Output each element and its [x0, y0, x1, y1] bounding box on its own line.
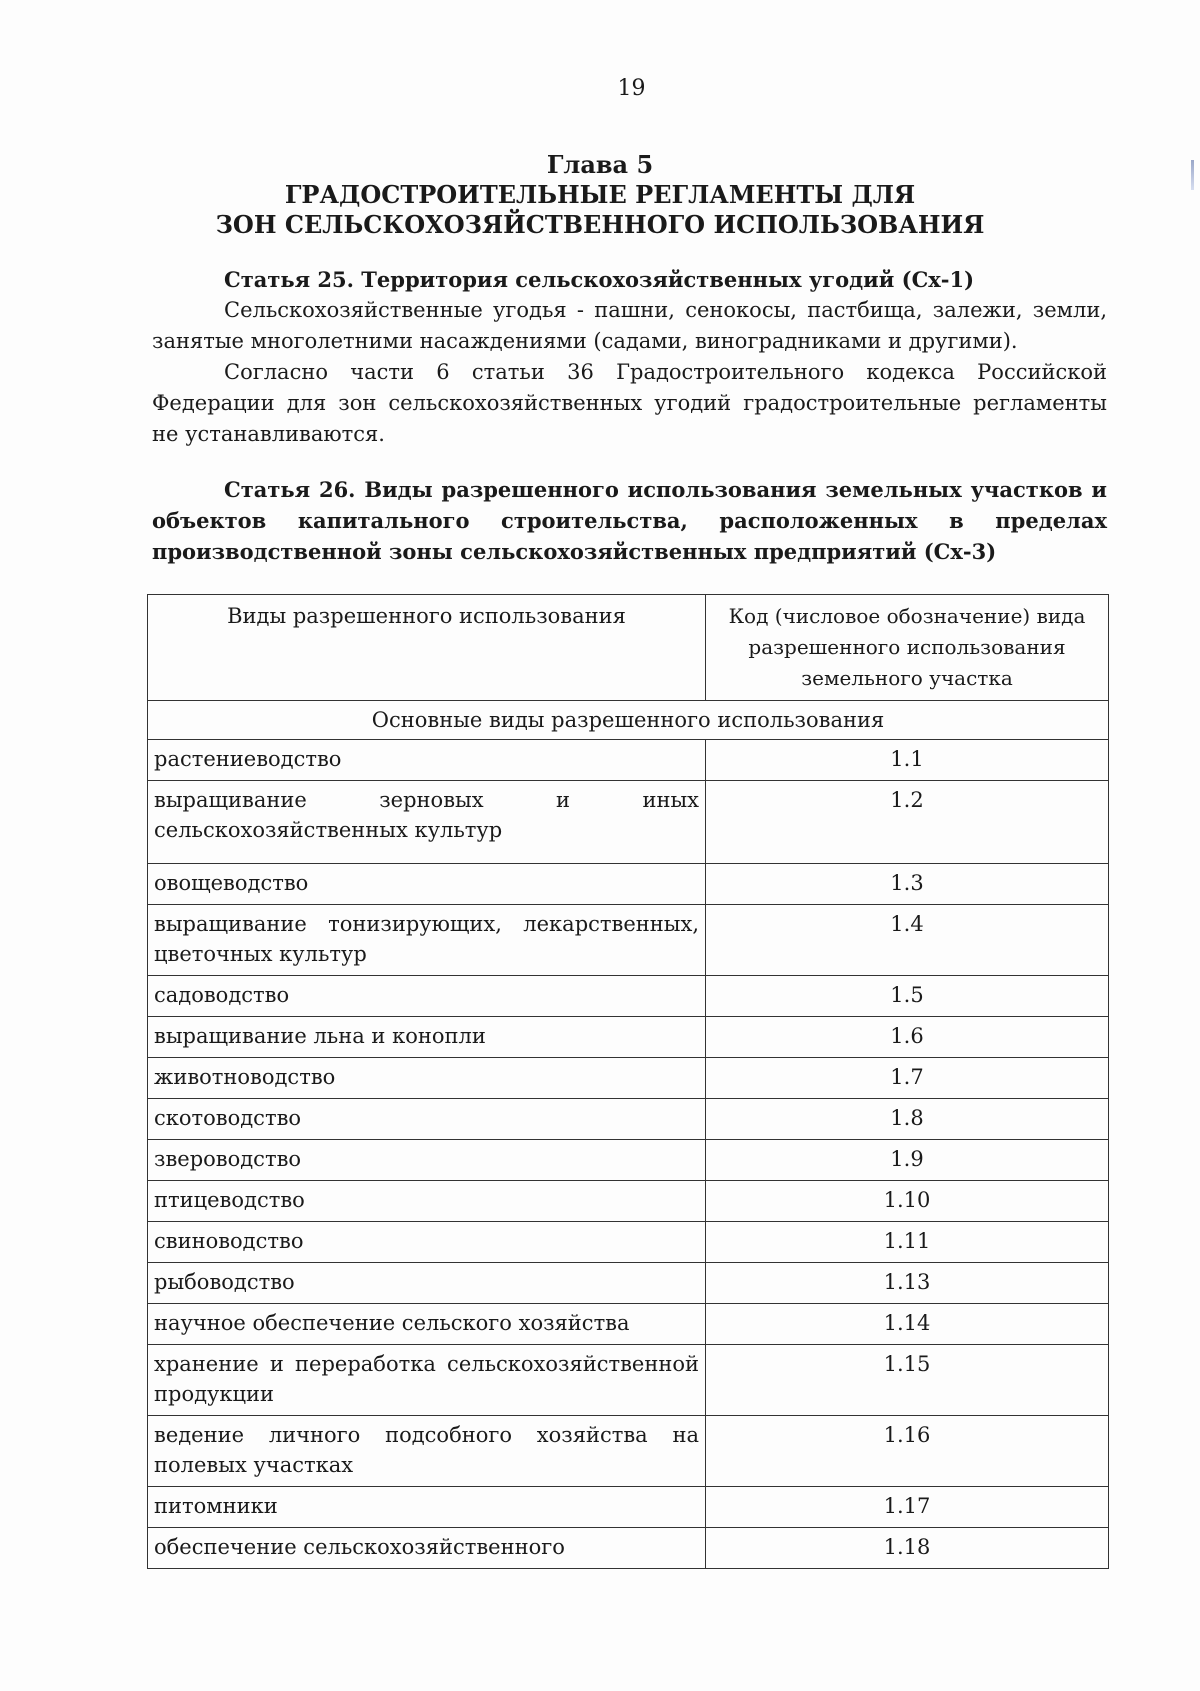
code-cell: 1.17: [706, 1487, 1109, 1528]
table-row: [148, 905, 1109, 976]
use-type-cell: выращивание тонизирующих, лекарственных, цветочных культур: [148, 905, 706, 976]
code-cell: 1.9: [706, 1140, 1109, 1181]
table-row: [148, 781, 1109, 864]
use-type-cell: растениеводство: [148, 740, 706, 781]
code-cell: 1.7: [706, 1058, 1109, 1099]
table-row: [148, 864, 1109, 905]
chapter-title-line1: ГРАДОСТРОИТЕЛЬНЫЕ РЕГЛАМЕНТЫ ДЛЯ: [284, 180, 916, 209]
code-cell: 1.6: [706, 1017, 1109, 1058]
use-type-cell: выращивание льна и конопли: [148, 1017, 706, 1058]
chapter-title-line2: ЗОН СЕЛЬСКОХОЗЯЙСТВЕННОГО ИСПОЛЬЗОВАНИЯ: [215, 210, 985, 239]
article-25-paragraph-2: Согласно части 6 статьи 36 Градостроительного кодекса Российской Федерации для зон сельскохозяйственных угодий градостроительные регламенты не устанавливаются.: [152, 360, 1107, 446]
land-use-table: [147, 594, 1109, 1569]
use-type-cell: птицеводство: [148, 1181, 706, 1222]
article-26-title: Статья 26. Виды разрешенного использования земельных участков и объектов капитального строительства, расположенных в пределах производственной зоны сельскохозяйственных предприятий (Сх-3): [152, 477, 1107, 564]
code-cell: 1.5: [706, 976, 1109, 1017]
code-cell: 1.10: [706, 1181, 1109, 1222]
page-number: 19: [617, 76, 646, 101]
table-section-title: Основные виды разрешенного использования: [148, 701, 1109, 740]
use-type-cell: свиноводство: [148, 1222, 706, 1263]
table-row: [148, 1416, 1109, 1487]
table-row: [148, 1487, 1109, 1528]
use-type-cell: рыбоводство: [148, 1263, 706, 1304]
table-header-row: [148, 595, 1109, 701]
table-header-code: Код (числовое обозначение) вида разрешенного использования земельного участка: [706, 595, 1109, 701]
table-row: [148, 1017, 1109, 1058]
code-cell: 1.13: [706, 1263, 1109, 1304]
use-type-cell: хранение и переработка сельскохозяйственной продукции: [148, 1345, 706, 1416]
scan-edge-mark: [1191, 160, 1194, 190]
table-row: [148, 1345, 1109, 1416]
code-cell: 1.8: [706, 1099, 1109, 1140]
code-cell: 1.14: [706, 1304, 1109, 1345]
code-cell: 1.4: [706, 905, 1109, 976]
use-type-cell: звероводство: [148, 1140, 706, 1181]
code-cell: 1.2: [706, 781, 1109, 864]
table-row: [148, 1222, 1109, 1263]
article-25-title: Статья 25. Территория сельскохозяйственных угодий (Сх-1): [224, 267, 975, 292]
code-cell: 1.1: [706, 740, 1109, 781]
article-25: [152, 264, 1107, 450]
table-row: [148, 740, 1109, 781]
article-25-paragraph-1: Сельскохозяйственные угодья - пашни, сенокосы, пастбища, залежи, земли, занятые многолетними насаждениями (садами, виноградниками и другими).: [152, 298, 1107, 353]
chapter-heading: [0, 150, 1200, 240]
code-cell: 1.15: [706, 1345, 1109, 1416]
table-row: [148, 1181, 1109, 1222]
use-type-cell: научное обеспечение сельского хозяйства: [148, 1304, 706, 1345]
code-cell: 1.3: [706, 864, 1109, 905]
use-type-cell: овощеводство: [148, 864, 706, 905]
use-type-cell: скотоводство: [148, 1099, 706, 1140]
article-26: [152, 474, 1107, 567]
use-type-cell: выращивание зерновых и иных сельскохозяйственных культур: [148, 781, 706, 864]
table-row: [148, 1140, 1109, 1181]
code-cell: 1.18: [706, 1528, 1109, 1569]
table-section-row: [148, 701, 1109, 740]
code-cell: 1.11: [706, 1222, 1109, 1263]
table-row: [148, 1099, 1109, 1140]
table-row: [148, 1304, 1109, 1345]
table-header-use-type: Виды разрешенного использования: [148, 595, 706, 701]
use-type-cell: животноводство: [148, 1058, 706, 1099]
chapter-number: Глава 5: [546, 150, 654, 179]
table-row: [148, 1263, 1109, 1304]
code-cell: 1.16: [706, 1416, 1109, 1487]
use-type-cell: садоводство: [148, 976, 706, 1017]
table-row: [148, 1528, 1109, 1569]
use-type-cell: ведение личного подсобного хозяйства на полевых участках: [148, 1416, 706, 1487]
table-row: [148, 1058, 1109, 1099]
use-type-cell: питомники: [148, 1487, 706, 1528]
table-row: [148, 976, 1109, 1017]
use-type-cell: обеспечение сельскохозяйственного: [148, 1528, 706, 1569]
